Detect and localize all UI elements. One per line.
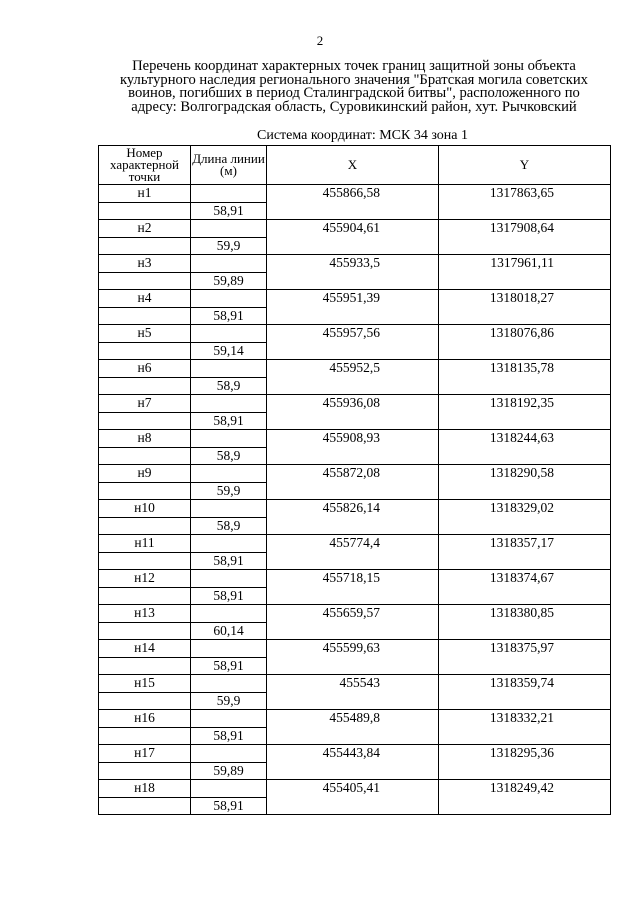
table-row	[99, 255, 611, 273]
empty-length-cell	[191, 465, 267, 483]
table-row	[99, 465, 611, 483]
empty-point-cell	[99, 307, 191, 325]
document-title	[98, 60, 610, 114]
table-row	[99, 745, 611, 763]
table-row	[99, 640, 611, 658]
x-coordinate-cell: 455659,57	[267, 605, 439, 640]
y-coordinate-cell: 1318359,74	[439, 675, 611, 710]
y-coordinate-cell: 1318374,67	[439, 570, 611, 605]
point-number-cell: н12	[99, 570, 191, 588]
empty-point-cell	[99, 762, 191, 780]
x-coordinate-cell: 455718,15	[267, 570, 439, 605]
empty-length-cell	[191, 395, 267, 413]
empty-length-cell	[191, 255, 267, 273]
y-coordinate-cell: 1318329,02	[439, 500, 611, 535]
empty-point-cell	[99, 342, 191, 360]
point-number-cell: н18	[99, 780, 191, 798]
empty-length-cell	[191, 640, 267, 658]
empty-length-cell	[191, 710, 267, 728]
table-row	[99, 220, 611, 238]
point-number-cell: н14	[99, 640, 191, 658]
empty-length-cell	[191, 185, 267, 203]
empty-length-cell	[191, 675, 267, 693]
line-length-cell: 59,9	[191, 237, 267, 255]
x-coordinate-cell: 455908,93	[267, 430, 439, 465]
line-length-cell: 58,91	[191, 412, 267, 430]
empty-length-cell	[191, 500, 267, 518]
y-coordinate-cell: 1318192,35	[439, 395, 611, 430]
point-number-cell: н11	[99, 535, 191, 553]
x-coordinate-cell: 455904,61	[267, 220, 439, 255]
empty-point-cell	[99, 272, 191, 290]
empty-point-cell	[99, 447, 191, 465]
empty-point-cell	[99, 237, 191, 255]
line-length-cell: 58,9	[191, 447, 267, 465]
y-coordinate-cell: 1318295,36	[439, 745, 611, 780]
line-length-cell: 58,91	[191, 202, 267, 220]
y-coordinate-cell: 1318332,21	[439, 710, 611, 745]
header-point-number: Номер характерной точки	[99, 146, 191, 185]
empty-length-cell	[191, 605, 267, 623]
empty-length-cell	[191, 535, 267, 553]
x-coordinate-cell: 455936,08	[267, 395, 439, 430]
line-length-cell: 58,91	[191, 307, 267, 325]
table-row	[99, 290, 611, 308]
point-number-cell: н5	[99, 325, 191, 343]
line-length-cell: 59,14	[191, 342, 267, 360]
y-coordinate-cell: 1318244,63	[439, 430, 611, 465]
point-number-cell: н7	[99, 395, 191, 413]
x-coordinate-cell: 455489,8	[267, 710, 439, 745]
line-length-cell: 58,91	[191, 587, 267, 605]
empty-point-cell	[99, 552, 191, 570]
table-row	[99, 780, 611, 798]
coordinates-table	[98, 145, 611, 815]
header-line-length: Длина линии (м)	[191, 146, 267, 185]
title-line: культурного наследия регионального значения "Братская могила советских	[120, 71, 588, 88]
line-length-cell: 59,89	[191, 762, 267, 780]
empty-point-cell	[99, 692, 191, 710]
point-number-cell: н4	[99, 290, 191, 308]
empty-point-cell	[99, 727, 191, 745]
table-row	[99, 675, 611, 693]
title-line: адресу: Волгоградская область, Суровикинский район, хут. Рычковский	[131, 98, 577, 115]
x-coordinate-cell: 455951,39	[267, 290, 439, 325]
x-coordinate-cell: 455957,56	[267, 325, 439, 360]
line-length-cell: 58,91	[191, 552, 267, 570]
empty-point-cell	[99, 587, 191, 605]
table-row	[99, 395, 611, 413]
x-coordinate-cell: 455826,14	[267, 500, 439, 535]
x-coordinate-cell: 455872,08	[267, 465, 439, 500]
line-length-cell: 59,9	[191, 482, 267, 500]
empty-point-cell	[99, 622, 191, 640]
table-row	[99, 535, 611, 553]
y-coordinate-cell: 1318135,78	[439, 360, 611, 395]
point-number-cell: н1	[99, 185, 191, 203]
empty-length-cell	[191, 325, 267, 343]
y-coordinate-cell: 1317908,64	[439, 220, 611, 255]
line-length-cell: 59,9	[191, 692, 267, 710]
page-number: 2	[316, 33, 324, 48]
point-number-cell: н9	[99, 465, 191, 483]
point-number-cell: н16	[99, 710, 191, 728]
empty-length-cell	[191, 570, 267, 588]
empty-point-cell	[99, 797, 191, 815]
point-number-cell: н15	[99, 675, 191, 693]
point-number-cell: н6	[99, 360, 191, 378]
x-coordinate-cell: 455405,41	[267, 780, 439, 815]
y-coordinate-cell: 1318076,86	[439, 325, 611, 360]
empty-length-cell	[191, 780, 267, 798]
table-row	[99, 500, 611, 518]
title-line: Перечень координат характерных точек границ защитной зоны объекта	[132, 58, 576, 74]
line-length-cell: 58,91	[191, 657, 267, 675]
table-row	[99, 185, 611, 203]
x-coordinate-cell: 455866,58	[267, 185, 439, 220]
coordinate-system-caption: Система координат: МСК 34 зона 1	[256, 128, 468, 143]
point-number-cell: н10	[99, 500, 191, 518]
line-length-cell: 58,9	[191, 517, 267, 535]
line-length-cell: 59,89	[191, 272, 267, 290]
empty-point-cell	[99, 657, 191, 675]
empty-length-cell	[191, 745, 267, 763]
line-length-cell: 58,9	[191, 377, 267, 395]
header-y: Y	[439, 146, 611, 185]
y-coordinate-cell: 1318375,97	[439, 640, 611, 675]
point-number-cell: н13	[99, 605, 191, 623]
table-body	[99, 185, 611, 815]
empty-point-cell	[99, 412, 191, 430]
line-length-cell: 58,91	[191, 727, 267, 745]
empty-point-cell	[99, 202, 191, 220]
point-number-cell: н17	[99, 745, 191, 763]
table-row	[99, 710, 611, 728]
empty-point-cell	[99, 517, 191, 535]
x-coordinate-cell: 455774,4	[267, 535, 439, 570]
empty-length-cell	[191, 360, 267, 378]
line-length-cell: 60,14	[191, 622, 267, 640]
x-coordinate-cell: 455443,84	[267, 745, 439, 780]
empty-point-cell	[99, 377, 191, 395]
table-row	[99, 325, 611, 343]
x-coordinate-cell: 455543	[267, 675, 439, 710]
table-row	[99, 360, 611, 378]
x-coordinate-cell: 455952,5	[267, 360, 439, 395]
empty-length-cell	[191, 290, 267, 308]
y-coordinate-cell: 1318018,27	[439, 290, 611, 325]
table-row	[99, 605, 611, 623]
x-coordinate-cell: 455933,5	[267, 255, 439, 290]
y-coordinate-cell: 1317961,11	[439, 255, 611, 290]
table-row	[99, 570, 611, 588]
empty-length-cell	[191, 430, 267, 448]
table-row	[99, 430, 611, 448]
empty-point-cell	[99, 482, 191, 500]
point-number-cell: н3	[99, 255, 191, 273]
y-coordinate-cell: 1318357,17	[439, 535, 611, 570]
y-coordinate-cell: 1318290,58	[439, 465, 611, 500]
line-length-cell: 58,91	[191, 797, 267, 815]
empty-length-cell	[191, 220, 267, 238]
table-header-row	[99, 146, 611, 185]
point-number-cell: н8	[99, 430, 191, 448]
y-coordinate-cell: 1318249,42	[439, 780, 611, 815]
title-line: воинов, погибших в период Сталинградской битвы", расположенного по	[128, 85, 580, 101]
point-number-cell: н2	[99, 220, 191, 238]
header-x: X	[267, 146, 439, 185]
y-coordinate-cell: 1317863,65	[439, 185, 611, 220]
y-coordinate-cell: 1318380,85	[439, 605, 611, 640]
x-coordinate-cell: 455599,63	[267, 640, 439, 675]
